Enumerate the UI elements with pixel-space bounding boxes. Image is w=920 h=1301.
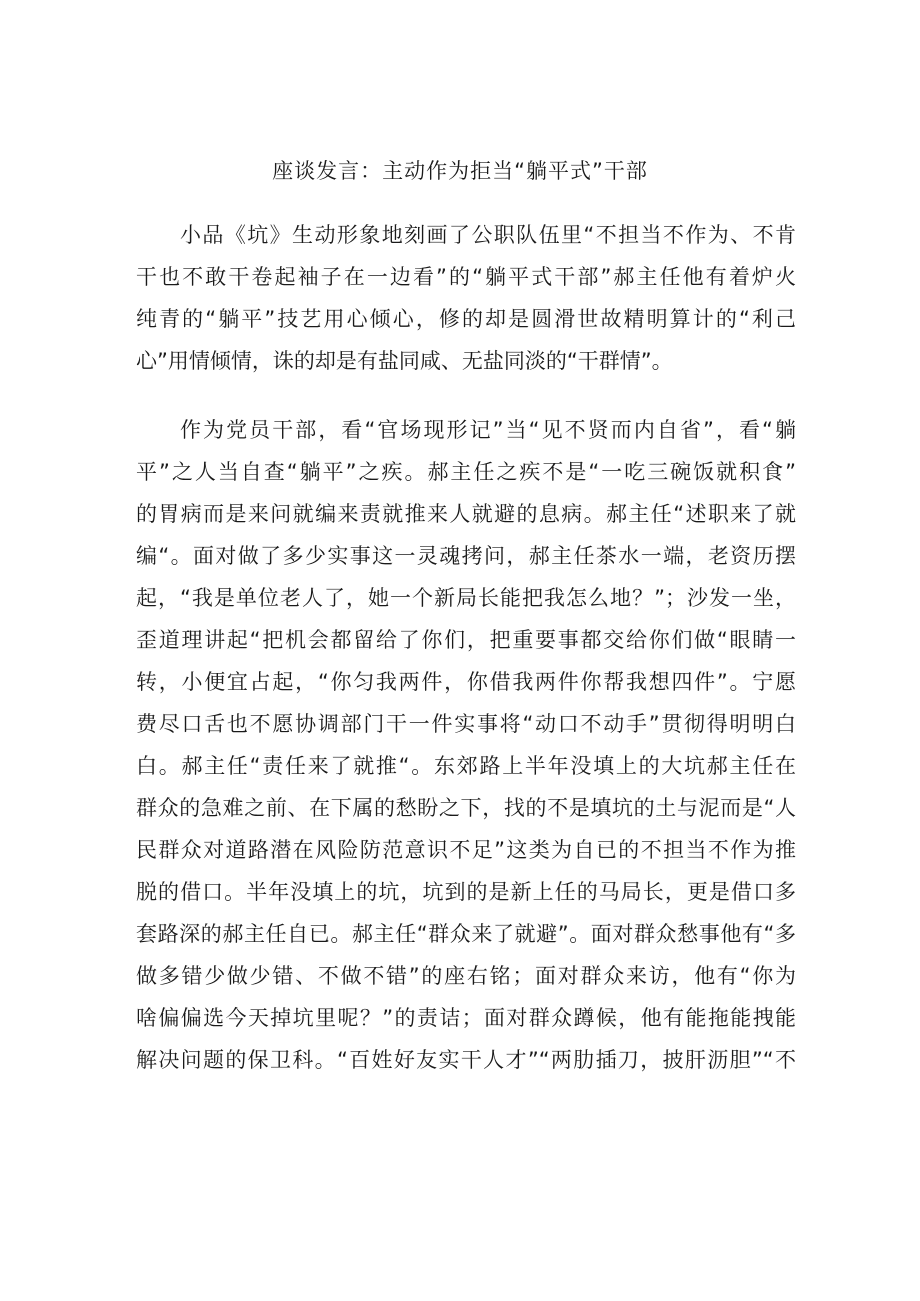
paragraph-line: 编“。面对做了多少实事这一灵魂拷问，郝主任茶水一端，老资历摆: [136, 544, 796, 568]
paragraph-line: 平”之人当自查“躺平”之疾。郝主任之疾不是“一吃三碗饭就积食”: [136, 460, 796, 484]
paragraph-line: 啥偏偏选今天掉坑里呢？”的责诘；面对群众蹲候，他有能拖能拽能: [136, 1006, 796, 1030]
paragraph-line: 心”用情倾情，诛的却是有盐同咸、无盐同淡的“干群情”。: [136, 349, 673, 373]
paragraph-line: 起，“我是单位老人了，她一个新局长能把我怎么地？”；沙发一坐，: [136, 586, 796, 610]
paragraph-line: 解决问题的保卫科。“百姓好友实干人才”“两肋插刀，披肝沥胆”“不: [136, 1048, 796, 1072]
paragraph-1: [136, 214, 796, 382]
paragraph-line: 的胃病而是来问就编来责就推来人就避的息病。郝主任“述职来了就: [136, 502, 796, 526]
paragraph-line: 民群众对道路潜在风险防范意识不足”这类为自已的不担当不作为推: [136, 838, 796, 862]
paragraph-line: 纯青的“躺平”技艺用心倾心，修的却是圆滑世故精明算计的“利己: [136, 307, 796, 331]
paragraph-line: 套路深的郝主任自已。郝主任“群众来了就避”。面对群众愁事他有“多: [136, 922, 796, 946]
paragraph-2: [136, 409, 796, 1081]
paragraph-line: 作为党员干部，看“官场现形记”当“见不贤而内自省”，看“躺: [180, 418, 796, 442]
paragraph-line: 转，小便宜占起，“你匀我两件，你借我两件你帮我想四件”。宁愿: [136, 670, 796, 694]
paragraph-line: 小品《坑》生动形象地刻画了公职队伍里“不担当不作为、不肯: [180, 223, 796, 247]
paragraph-line: 做多错少做少错、不做不错”的座右铭；面对群众来访，他有“你为: [136, 964, 796, 988]
paragraph-line: 歪道理讲起“把机会都留给了你们，把重要事都交给你们做“眼睛一: [136, 628, 796, 652]
paragraph-line: 脱的借口。半年没填上的坑，坑到的是新上任的马局长，更是借口多: [136, 880, 796, 904]
document-title: 座谈发言：主动作为拒当“躺平式”干部: [272, 159, 648, 183]
paragraph-line: 费尽口舌也不愿协调部门干一件实事将“动口不动手”贯彻得明明白: [136, 712, 796, 736]
paragraph-line: 白。郝主任“责任来了就推“。东郊路上半年没填上的大坑郝主任在: [136, 754, 796, 778]
paragraph-line: 群众的急难之前、在下属的愁盼之下，找的不是填坑的土与泥而是“人: [136, 796, 796, 820]
paragraph-line: 干也不敢干卷起袖子在一边看”的“躺平式干部”郝主任他有着炉火: [136, 265, 796, 289]
